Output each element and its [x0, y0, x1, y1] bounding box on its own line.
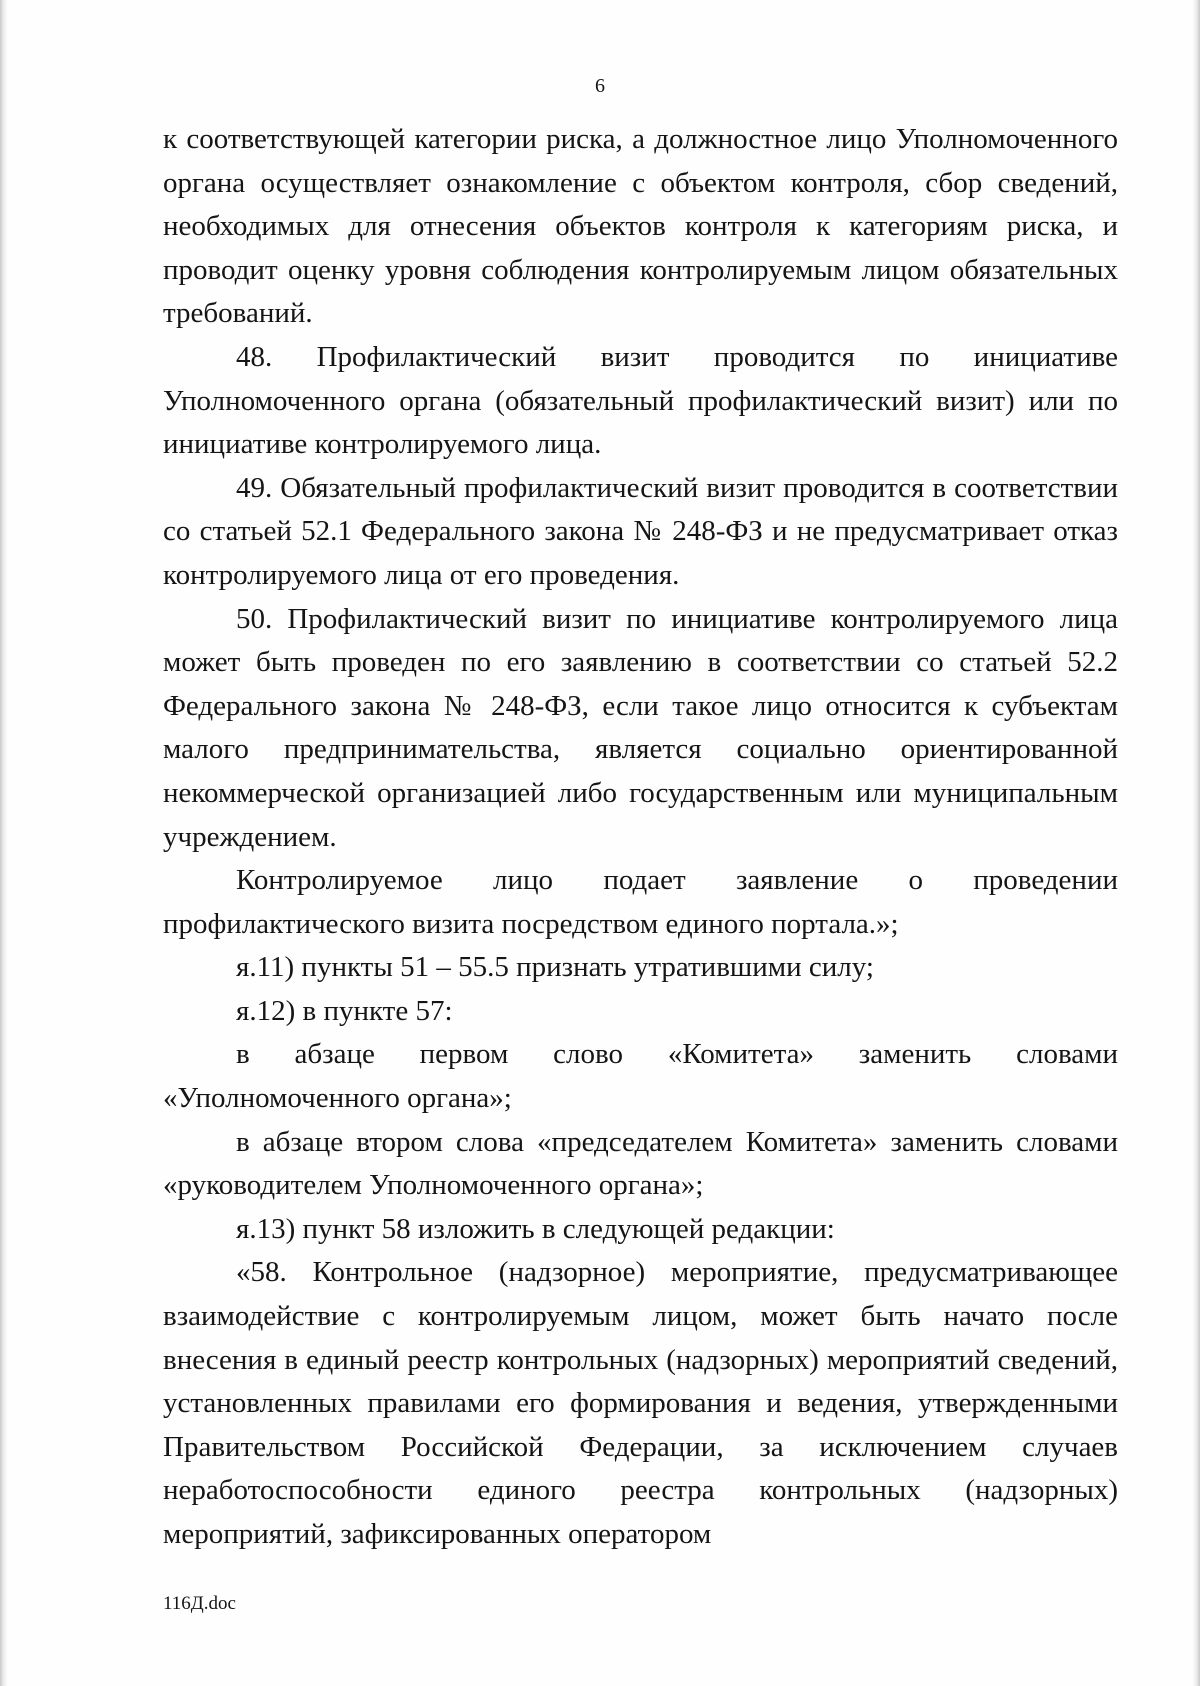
paragraph-50: 50. Профилактический визит по инициативе контролируемого лица может быть проведен по его заявлению в соответствии со статьей 52.2 Федерального закона № 248-ФЗ, если такое лицо относится к субъектам малого предпринимательства, является социально ориентированной некоммерческой организацией либо государственным или муниципальным учреждением.: [163, 602, 1118, 853]
paragraph-ya11: я.11) пункты 51 – 55.5 признать утратившими силу;: [236, 951, 874, 984]
paragraph-ya12: я.12) в пункте 57:: [236, 994, 453, 1027]
document-body: [163, 118, 1118, 1557]
scan-edge-left: [0, 0, 7, 1686]
paragraph-ya13: я.13) пункт 58 изложить в следующей редакции:: [236, 1212, 835, 1245]
paragraph-application: Контролируемое лицо подает заявление о проведении профилактического визита посредством единого портала.»;: [163, 864, 1118, 940]
scan-edge-right: [1193, 0, 1200, 1686]
paragraph-49: 49. Обязательный профилактический визит проводится в соответствии со статьей 52.1 Федерального закона № 248-ФЗ и не предусматривает отказ контролируемого лица от его проведения.: [163, 471, 1118, 591]
paragraph-48: 48. Профилактический визит проводится по инициативе Уполномоченного органа (обязательный профилактический визит) или по инициативе контролируемого лица.: [163, 340, 1118, 461]
paragraph-abzac-first: в абзаце первом слово «Комитета» заменить словами «Уполномоченного органа»;: [163, 1038, 1118, 1115]
paragraph-abzac-second: в абзаце втором слова «председателем Комитета» заменить словами «руководителем Уполномоченного органа»;: [163, 1125, 1118, 1202]
footer-file-name: 116Д.doc: [163, 1593, 236, 1614]
page-number: 6: [595, 75, 605, 97]
paragraph-continuation: к соответствующей категории риска, а должностное лицо Уполномоченного органа осуществляет ознакомление с объектом контроля, сбор сведений, необходимых для отнесения объектов контроля к категориям риска, и проводит оценку уровня соблюдения контролируемым лицом обязательных требований.: [163, 123, 1118, 330]
paragraph-58: «58. Контрольное (надзорное) мероприятие, предусматривающее взаимодействие с контролируемым лицом, может быть начато после внесения в единый реестр контрольных (надзорных) мероприятий сведений, установленных правилами его формирования и ведения, утвержденными Правительством Российской Федерации, за исключением случаев неработоспособности единого реестра контрольных (надзорных) мероприятий, зафиксированных оператором: [163, 1256, 1118, 1550]
